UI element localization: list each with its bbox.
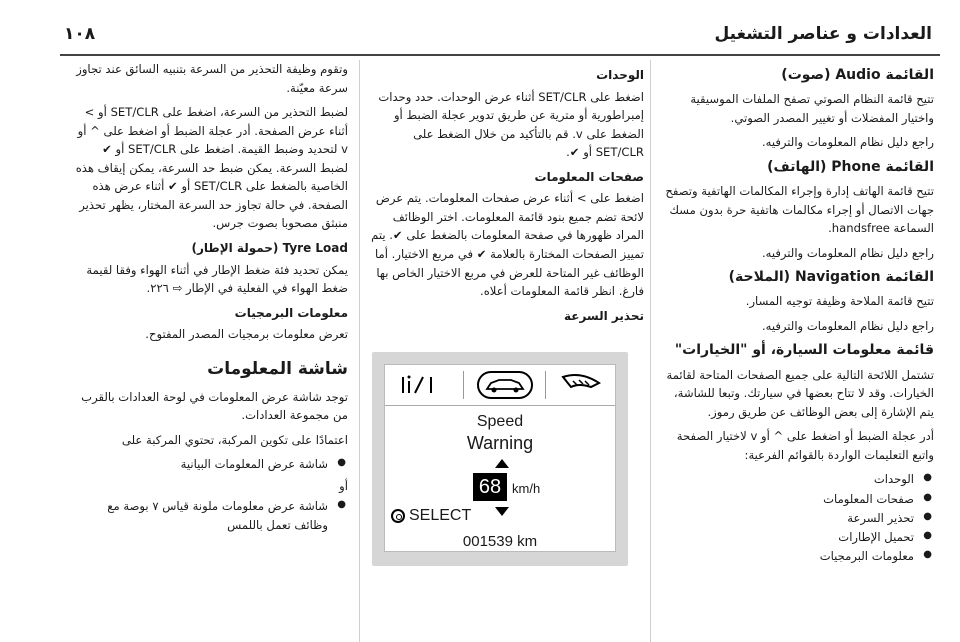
phone-reference: راجع دليل نظام المعلومات والترفيه. [761,245,934,260]
display-title-line2: Warning [466,433,534,453]
list-item: ● الوحدات [656,470,934,489]
display-title-line1: Speed [476,413,524,430]
info-pages-paragraph: اضغط على > أثناء عرض صفحات المعلومات. يتم عرض لائحة تضم جميع بنود قائمة المعلومات. اختر الوظائف المراد ظهورها في صفحة المعلومات بالضغط على ✔. يتم تمييز الصفحات المختارة بالعلامة ✔ في مربع الاختيار. أما الوظائف غير المتاحة للعرض في مربع الاختيار الخاص بها فارغ. انظر قائمة المعلومات أعلاه. [371,191,644,299]
list-item: ● تحذير السرعة [656,509,934,528]
speed-value: 68 [473,473,507,501]
arrow-down-icon [495,507,509,516]
speed-unit: km/h [512,481,541,496]
info-display-config: اعتمادًا على تكوين المركبة، تحتوي المركبة على [121,432,348,447]
speed-warning-display-figure [372,352,628,566]
knob-icon [391,509,405,523]
vehicle-info-heading: قائمة معلومات السيارة، أو "الخيارات" [674,342,934,359]
software-info-paragraph: تعرض معلومات برمجيات المصدر المفتوح. [145,327,348,342]
display-type-list [72,455,348,474]
phone-paragraph: تتيح قائمة الهاتف إدارة وإجراء المكالمات الهاتفية وتصفح جهات الاتصال أو إجراء مكالمات هاتفية حرة بدون مسك السماعة handsfree. [665,184,934,236]
page-title: العدادات و عناصر التشغيل [714,24,932,44]
list-item: ● شاشة عرض المعلومات البيانية [72,455,348,474]
info-pages-icon [401,375,437,395]
speed-warning-instructions: لضبط التحذير من السرعة، اضغط على SET/CLR أو > أثناء عرض الصفحة. أدر عجلة الضبط أو اضغط على ^ أو v لتحديد وضبط القيمة. اضغط على SET/CLR أو ✔ لضبط السرعة. يمكن ضبط حد السرعة، يمكن إيقاف هذه الخاصية بالضغط على SET/CLR أو ✔ أثناء عرض هذه الصفحة. في حالة تجاوز حد السرعة المختار، يظهر تحذير منبثق مصحوبا بصوت جرس. [75,105,348,231]
info-display-heading: شاشة المعلومات [207,358,348,379]
arrow-up-icon [495,459,509,468]
units-heading: الوحدات [596,68,644,82]
audio-reference: راجع دليل نظام المعلومات والترفيه. [761,135,934,150]
page-header [64,18,932,50]
select-indicator [391,507,471,525]
display-screen [384,364,616,552]
info-display-paragraph: توجد شاشة عرض المعلومات في لوحة العدادات بالقرب من مجموعة العدادات. [81,389,348,423]
list-item: ● صفحات المعلومات [656,490,934,509]
display-top-bar [385,365,615,406]
list-item: ● شاشة عرض معلومات ملونة قياس ٧ بوصة مع وظائف تعمل باللمس [72,497,348,535]
header-rule [60,54,940,56]
list-item: ● تحميل الإطارات [656,528,934,547]
column-right [650,60,940,642]
odometer-reading: 001539 km [462,533,538,550]
speed-warning-heading: تحذير السرعة [563,308,644,323]
tyre-load-heading: Tyre Load (حمولة الإطار) [191,240,348,255]
column-left [66,60,354,642]
display-type-list [72,497,348,535]
software-info-heading: معلومات البرمجيات [234,305,348,320]
list-item: ● معلومات البرمجيات [656,547,934,566]
navigation-paragraph: تتيح قائمة الملاحة وظيفة توجيه المسار. [745,294,934,309]
page-number: ١٠٨ [64,24,96,44]
road-icon [561,373,601,397]
phone-heading: القائمة Phone (الهاتف) [767,158,934,175]
vehicle-info-paragraph: تشتمل اللائحة التالية على جميع الصفحات المتاحة لقائمة الخيارات. وقد لا تتاح بعضها في سيارتك. وتبعا للشاشة، يتم الإشارة إلى بعض الوظائف عن طريق رموز. [666,367,934,419]
tyre-load-paragraph: يمكن تحديد فئة ضغط الإطار في أثناء الهواء وفقا لقيمة ضغط الهواء في الفعلية في الإطار ⇨ ٢٢٦. [86,262,348,296]
speed-warning-paragraph: وتقوم وظيفة التحذير من السرعة بتنبيه السائق عند تجاوز سرعة معيّنة. [76,62,348,95]
or-text: أو [339,478,348,493]
car-icon [477,371,533,399]
navigation-reference: راجع دليل نظام المعلومات والترفيه. [761,318,934,333]
audio-heading: القائمة Audio (صوت) [781,67,934,83]
vehicle-info-list [656,470,934,566]
units-paragraph: اضغط على SET/CLR أثناء عرض الوحدات. حدد وحدات إمبراطورية أو مترية عن طريق تدوير عجلة الضبط أو الضغط على v. قم بالتأكيد من خلال الضغط على SET/CLR أو ✔. [378,89,644,160]
vehicle-info-instructions: أدر عجلة الضبط أو اضغط على ^ أو v لاختيار الصفحة واتبع التعليمات الواردة بالقوائم الفرعية: [676,429,934,462]
select-label: SELECT [409,507,472,524]
audio-paragraph: تتيح قائمة النظام الصوتي تصفح الملفات الموسيقية واختيار المفضلات أو تغيير المصدر الصوتي. [690,92,934,125]
navigation-heading: القائمة Navigation (الملاحة) [728,269,934,286]
info-pages-heading: صفحات المعلومات [534,169,644,184]
